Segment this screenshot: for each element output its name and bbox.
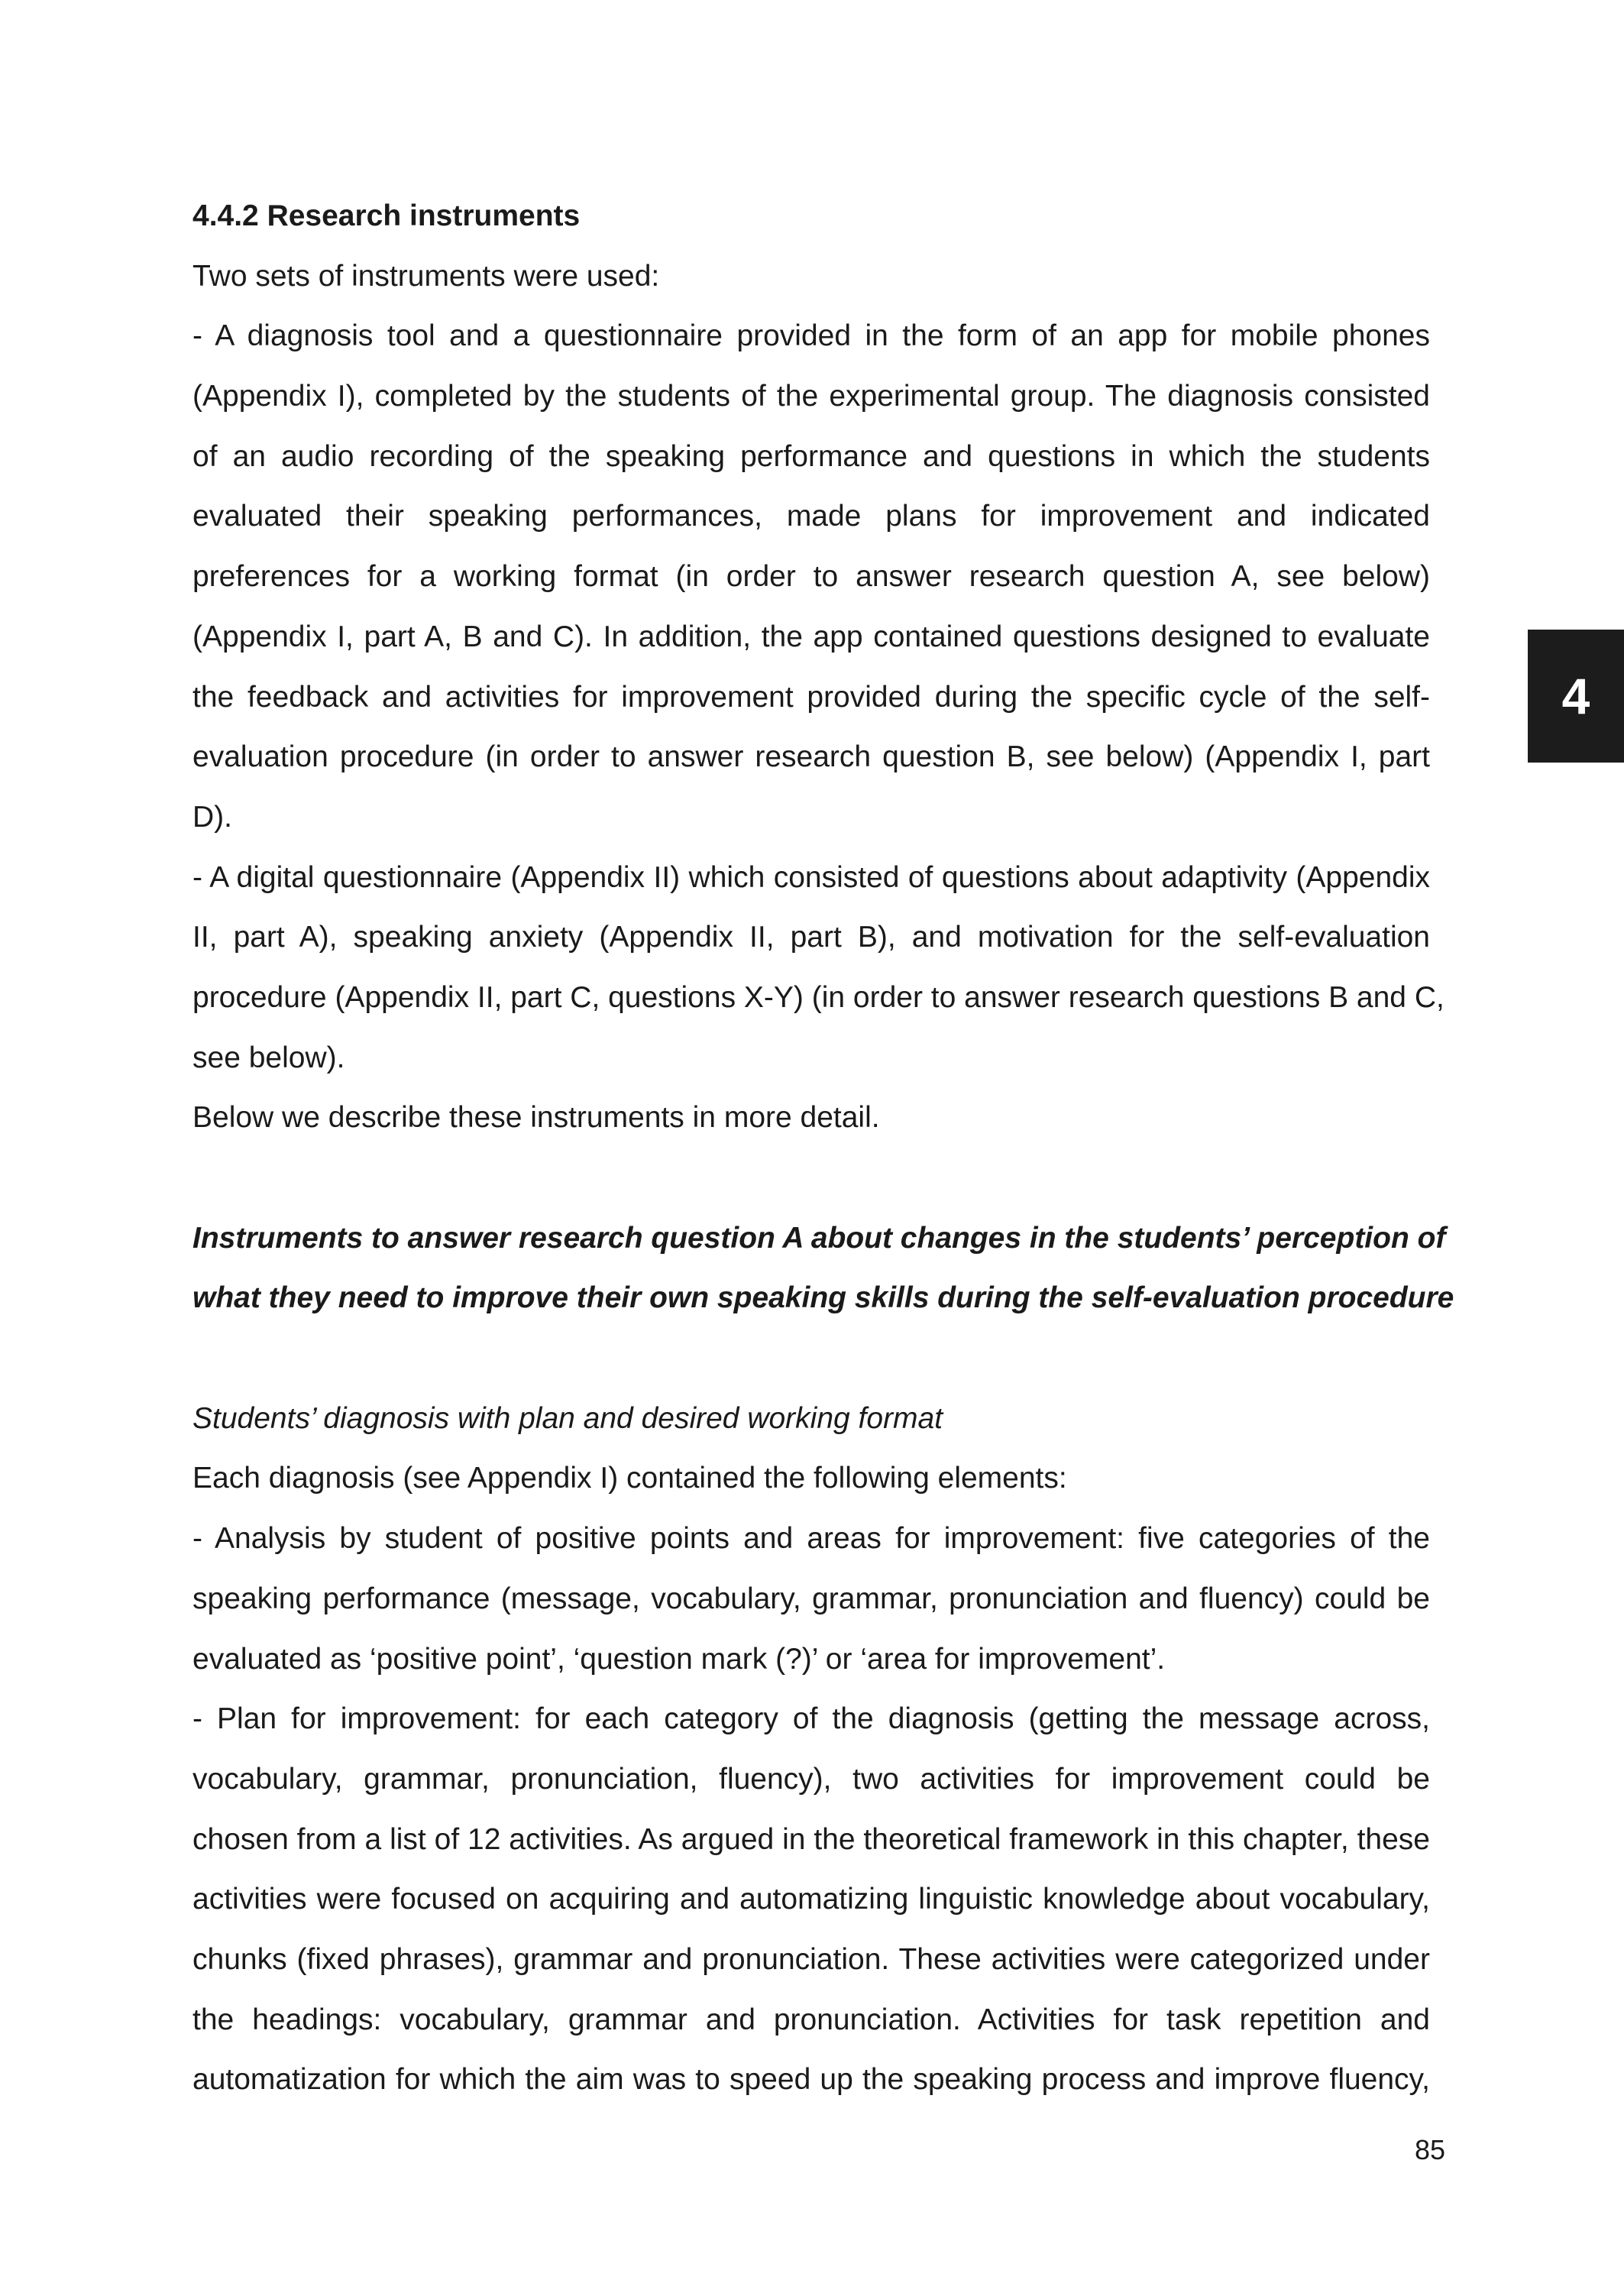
paragraph-line: evaluated as ‘positive point’, ‘question mark (?)’ or ‘area for improvement’.: [192, 1642, 1166, 1676]
diagnosis-item-2: [192, 1689, 1430, 2110]
paragraph-line: - A digital questionnaire (Appendix II) which consisted of questions about adaptivity (Appendix: [192, 860, 1430, 894]
subsection-heading-line: Instruments to answer research question A about changes in the students’ perception of: [192, 1221, 1446, 1255]
section-closing: Below we describe these instruments in more detail.: [192, 1101, 880, 1135]
chapter-tab: 4: [1528, 630, 1624, 763]
paragraph-line: - A diagnosis tool and a questionnaire provided in the form of an app for mobile phones: [192, 319, 1430, 353]
paragraph-line: preferences for a working format (in order to answer research question A, see below): [192, 560, 1430, 594]
paragraph-line: automatization for which the aim was to speed up the speaking process and improve fluency,: [192, 2063, 1430, 2097]
blank-line: [192, 1329, 1430, 1389]
page-number: 85: [1415, 2134, 1446, 2165]
subsubsection-heading: Students’ diagnosis with plan and desired working format: [192, 1401, 943, 1435]
paragraph-line: evaluated their speaking performances, made plans for improvement and indicated: [192, 500, 1430, 533]
paragraph-line: the feedback and activities for improvement provided during the specific cycle of the self-: [192, 680, 1430, 714]
paragraph-line: (Appendix I, part A, B and C). In addition, the app contained questions designed to evaluate: [192, 620, 1430, 653]
section-heading: 4.4.2 Research instruments: [192, 199, 581, 232]
blank-line: [192, 1148, 1430, 1209]
instrument-item-1: [192, 306, 1430, 847]
paragraph-line: chunks (fixed phrases), grammar and pronunciation. These activities were categorized under: [192, 1942, 1430, 1976]
page-content: [192, 186, 1454, 2110]
paragraph-line: of an audio recording of the speaking performance and questions in which the students: [192, 439, 1430, 473]
paragraph-line: - Plan for improvement: for each category of the diagnosis (getting the message across,: [192, 1702, 1430, 1736]
paragraph-line: the headings: vocabulary, grammar and pronunciation. Activities for task repetition and: [192, 2003, 1430, 2036]
paragraph-line: II, part A), speaking anxiety (Appendix II, part B), and motivation for the self-evaluation: [192, 921, 1430, 954]
subsection-heading-line: what they need to improve their own speaking skills during the self-evaluation procedure: [192, 1281, 1454, 1315]
paragraph-line: vocabulary, grammar, pronunciation, fluency), two activities for improvement could be: [192, 1762, 1430, 1796]
subsubsection-intro: Each diagnosis (see Appendix I) contained the following elements:: [192, 1462, 1067, 1495]
paragraph-line: evaluation procedure (in order to answer research question B, see below) (Appendix I, part: [192, 740, 1430, 774]
subsection-heading: [192, 1209, 1454, 1329]
paragraph-line: speaking performance (message, vocabulary, grammar, pronunciation and fluency) could be: [192, 1582, 1430, 1615]
paragraph-line: - Analysis by student of positive points and areas for improvement: five categories of the: [192, 1522, 1430, 1556]
paragraph-line: chosen from a list of 12 activities. As argued in the theoretical framework in this chapter, these: [192, 1822, 1430, 1856]
section-intro: Two sets of instruments were used:: [192, 259, 660, 293]
paragraph-line: procedure (Appendix II, part C, questions X-Y) (in order to answer research questions B and C,: [192, 980, 1444, 1014]
paragraph-line: activities were focused on acquiring and automatizing linguistic knowledge about vocabulary,: [192, 1883, 1430, 1916]
paragraph-line: D).: [192, 800, 232, 834]
instrument-item-2: [192, 848, 1444, 1089]
paragraph-line: see below).: [192, 1041, 345, 1074]
diagnosis-item-1: [192, 1509, 1430, 1689]
paragraph-line: (Appendix I), completed by the students of the experimental group. The diagnosis consisted: [192, 380, 1430, 413]
